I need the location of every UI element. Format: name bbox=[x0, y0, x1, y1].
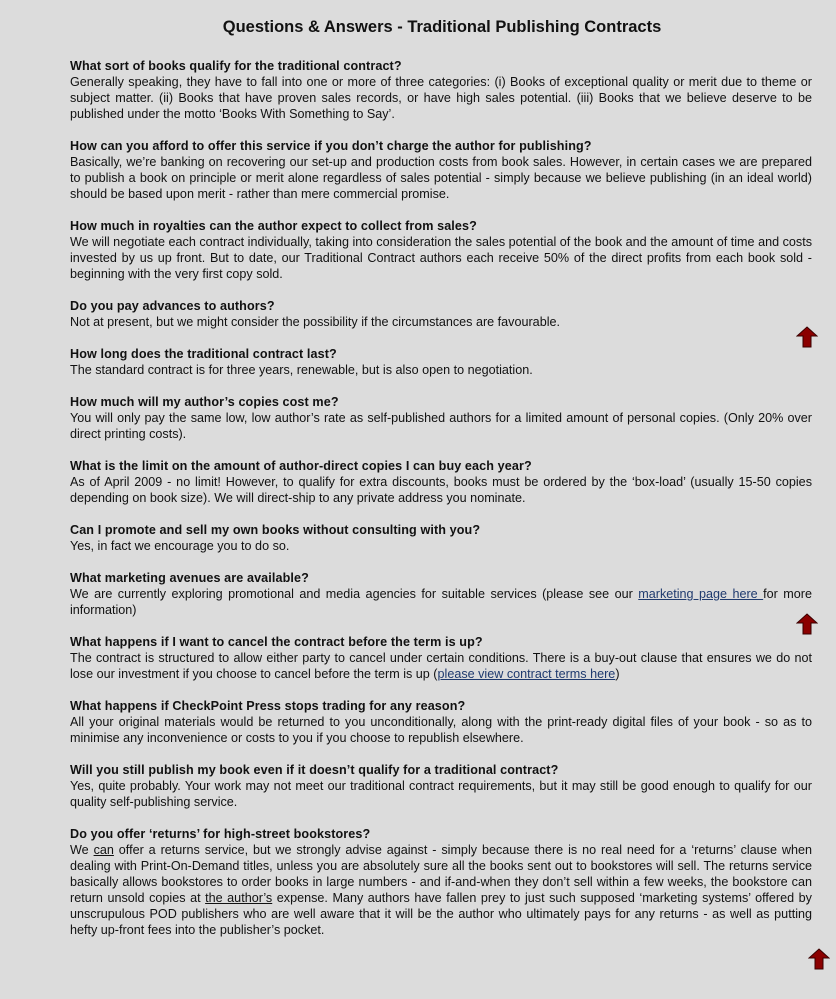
faq-item bbox=[70, 138, 812, 202]
faq-item bbox=[70, 298, 812, 330]
faq-answer: We will negotiate each contract individually, taking into consideration the sales potential of the book and the amount of time and costs invested by us up front. But to date, our Traditional Contract authors each receive 50% of the direct profits from each book sold - beginning with the very first copy sold. bbox=[70, 235, 812, 281]
contract-terms-link[interactable]: please view contract terms here bbox=[437, 667, 616, 681]
faq-item bbox=[70, 458, 812, 506]
faq-answer: Generally speaking, they have to fall into one or more of three categories: (i) Books of exceptional quality or merit due to theme or subject matter. (ii) Books that have proven sales records, or have high sales potential. (iii) Books that we believe deserve to be published under the motto ‘Books With Something to Say’. bbox=[70, 75, 812, 121]
marketing-page-link[interactable]: marketing page here bbox=[638, 587, 764, 601]
faq-answer: We can offer a returns service, but we strongly advise against - simply because there is no real need for a ‘returns’ clause when dealing with Print-On-Demand titles, unless you are absolutely sure all the books sent out to bookstores will sell. The returns service basically allows bookstores to order books in large numbers - and if-and-when they don’t sell within a few weeks, the bookstore can return unsold copies at the author’s expense. Many authors have fallen prey to just such supposed ‘marketing systems’ offered by unscrupulous POD publishers who are well aware that it will be the author who ultimately pays for any returns - as well as putting hefty up-front fees into the publisher’s pocket. bbox=[70, 843, 812, 937]
faq-question: How much will my author’s copies cost me? bbox=[70, 395, 339, 409]
faq-question: How can you afford to offer this service if you don’t charge the author for publishing? bbox=[70, 139, 592, 153]
page-title: Questions & Answers - Traditional Publishing Contracts bbox=[222, 18, 662, 36]
faq-answer: We are currently exploring promotional and media agencies for suitable services (please see our marketing page here for more information) bbox=[70, 587, 813, 617]
faq-item bbox=[70, 346, 812, 378]
faq-answer: Basically, we’re banking on recovering our set-up and production costs from book sales. However, in certain cases we are prepared to publish a book on principle or merit alone regardless of sales potential - simply because we believe publishing (in an ideal world) should be based upon merit - rather than mere commercial promise. bbox=[70, 155, 812, 201]
faq-answer: The contract is structured to allow either party to cancel under certain conditions. There is a buy-out clause that ensures we do not lose our investment if you choose to cancel before the term is up (please view contract terms here) bbox=[70, 651, 812, 681]
faq-question: What marketing avenues are available? bbox=[70, 571, 309, 585]
faq-item bbox=[70, 762, 812, 810]
faq-item bbox=[70, 826, 812, 938]
faq-item bbox=[70, 698, 812, 746]
faq-question: Do you pay advances to authors? bbox=[70, 299, 275, 313]
back-to-top-arrow-icon[interactable] bbox=[808, 948, 830, 970]
faq-question: What is the limit on the amount of author-direct copies I can buy each year? bbox=[70, 459, 532, 473]
faq-answer: The standard contract is for three years, renewable, but is also open to negotiation. bbox=[70, 363, 533, 377]
faq-item bbox=[70, 58, 812, 122]
faq-question: What happens if I want to cancel the contract before the term is up? bbox=[70, 635, 483, 649]
faq-answer: Not at present, but we might consider the possibility if the circumstances are favourable. bbox=[70, 315, 560, 329]
faq-answer: All your original materials would be returned to you unconditionally, along with the print-ready digital files of your book - so as to minimise any inconvenience or costs to you if you choose to republish elsewhere. bbox=[70, 715, 812, 745]
faq-question: Can I promote and sell my own books without consulting with you? bbox=[70, 523, 481, 537]
faq-question: What sort of books qualify for the traditional contract? bbox=[70, 59, 402, 73]
faq-question: How long does the traditional contract last? bbox=[70, 347, 337, 361]
back-to-top-arrow-icon[interactable] bbox=[796, 613, 818, 635]
faq-answer: As of April 2009 - no limit! However, to qualify for extra discounts, books must be ordered by the ‘box-load’ (usually 15-50 copies depending on book size). We will direct-ship to any private address you nominate. bbox=[70, 475, 812, 505]
faq-item bbox=[70, 394, 812, 442]
faq-answer: Yes, quite probably. Your work may not meet our traditional contract requirements, but it may still be good enough to qualify for our quality self-publishing service. bbox=[70, 779, 812, 809]
faq-question: Do you offer ‘returns’ for high-street bookstores? bbox=[70, 827, 371, 841]
faq-question: Will you still publish my book even if it doesn’t qualify for a traditional contract? bbox=[70, 763, 559, 777]
back-to-top-arrow-icon[interactable] bbox=[796, 326, 818, 348]
faq-question: How much in royalties can the author expect to collect from sales? bbox=[70, 219, 477, 233]
faq-answer: Yes, in fact we encourage you to do so. bbox=[70, 539, 290, 553]
faq-item bbox=[70, 522, 812, 554]
faq-item bbox=[70, 570, 812, 618]
faq-item bbox=[70, 218, 812, 282]
faq-question: What happens if CheckPoint Press stops trading for any reason? bbox=[70, 699, 466, 713]
faq-answer: You will only pay the same low, low author’s rate as self-published authors for a limited amount of personal copies. (Only 20% over direct printing costs). bbox=[70, 411, 812, 441]
faq-item bbox=[70, 634, 812, 682]
